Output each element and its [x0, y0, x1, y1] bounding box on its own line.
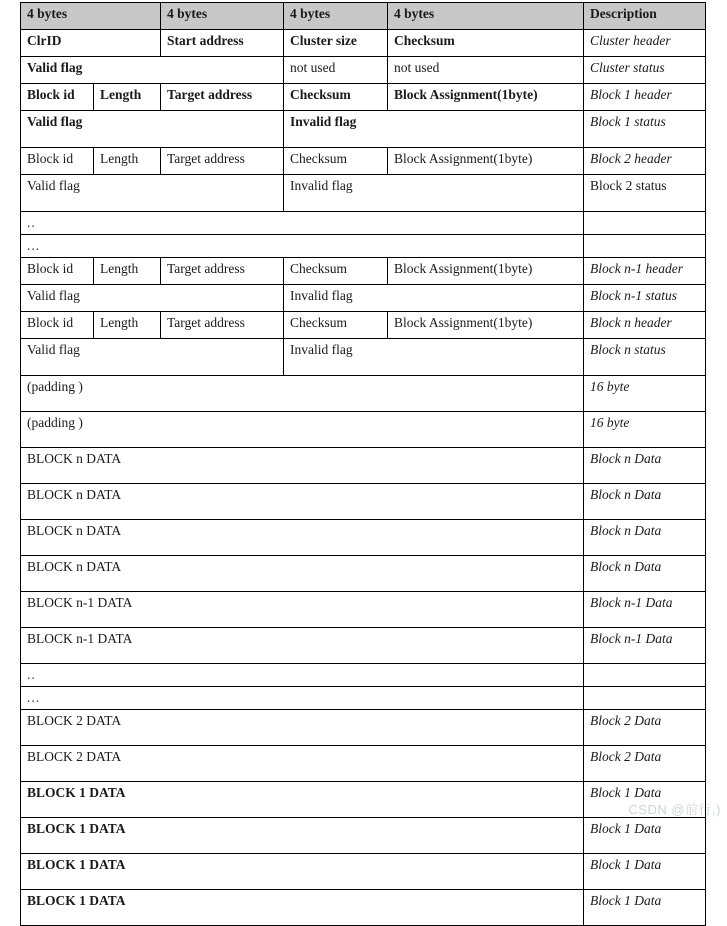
desc-block2-data-1: Block 2 Data: [584, 709, 706, 745]
cell-length-n1: Length: [94, 257, 161, 284]
desc-blockn1-status: Block n-1 status: [584, 284, 706, 311]
row-cluster-status: [21, 57, 706, 84]
cell-valid-flag-n: Valid flag: [21, 338, 284, 375]
desc-blank-3: [584, 663, 706, 686]
cell-target-address-2: Target address: [161, 148, 284, 175]
desc-block1-data-2: Block 1 Data: [584, 817, 706, 853]
cell-block1-data-1: BLOCK 1 DATA: [21, 781, 584, 817]
cell-invalid-flag-n: Invalid flag: [284, 338, 584, 375]
desc-block1-status: Block 1 status: [584, 111, 706, 148]
desc-block2-header: Block 2 header: [584, 148, 706, 175]
cell-block1-data-2: BLOCK 1 DATA: [21, 817, 584, 853]
row-blockn-data-1: [21, 447, 706, 483]
desc-blockn1-header: Block n-1 header: [584, 257, 706, 284]
cell-blockn-data-3: BLOCK n DATA: [21, 519, 584, 555]
cell-block2-data-2: BLOCK 2 DATA: [21, 745, 584, 781]
cell-block1-data-4: BLOCK 1 DATA: [21, 889, 584, 925]
desc-cluster-header: Cluster header: [584, 30, 706, 57]
cell-not-used-1: not used: [284, 57, 388, 84]
row-blockn-data-3: [21, 519, 706, 555]
row-cluster-header: [21, 30, 706, 57]
desc-padding-2: 16 byte: [584, 411, 706, 447]
row-block2-data-1: [21, 709, 706, 745]
cell-blockn1-data-2: BLOCK n-1 DATA: [21, 627, 584, 663]
cell-length-2: Length: [94, 148, 161, 175]
desc-blank-2: [584, 234, 706, 257]
cell-valid-flag-cluster: Valid flag: [21, 57, 284, 84]
desc-blockn-data-3: Block n Data: [584, 519, 706, 555]
row-block2-header: [21, 148, 706, 175]
cell-block-id-1: Block id: [21, 84, 94, 111]
cell-dots-three-upper: ...: [21, 234, 584, 257]
row-block1-data-3: [21, 853, 706, 889]
desc-blockn-data-2: Block n Data: [584, 483, 706, 519]
desc-block1-data-3: Block 1 Data: [584, 853, 706, 889]
cell-length-1: Length: [94, 84, 161, 111]
desc-blockn1-data-2: Block n-1 Data: [584, 627, 706, 663]
desc-padding-1: 16 byte: [584, 375, 706, 411]
cell-target-address-n: Target address: [161, 311, 284, 338]
cell-block-assignment-1: Block Assignment(1byte): [388, 84, 584, 111]
cell-checksum: Checksum: [388, 30, 584, 57]
cell-target-address-1: Target address: [161, 84, 284, 111]
cell-blockn1-data-1: BLOCK n-1 DATA: [21, 591, 584, 627]
cell-checksum-1: Checksum: [284, 84, 388, 111]
row-block1-header: [21, 84, 706, 111]
cell-block-assignment-n: Block Assignment(1byte): [388, 311, 584, 338]
row-blockn1-status: [21, 284, 706, 311]
row-separator-dots-three-lower: [21, 686, 706, 709]
row-block1-data-2: [21, 817, 706, 853]
cluster-layout-table: [20, 2, 706, 926]
cell-checksum-n: Checksum: [284, 311, 388, 338]
cell-block-assignment-2: Block Assignment(1byte): [388, 148, 584, 175]
header-cell-bytes-4: 4 bytes: [388, 3, 584, 30]
row-block2-data-2: [21, 745, 706, 781]
cell-block-assignment-n1: Block Assignment(1byte): [388, 257, 584, 284]
desc-blockn-header: Block n header: [584, 311, 706, 338]
cell-blockn-data-4: BLOCK n DATA: [21, 555, 584, 591]
desc-block1-data-4: Block 1 Data: [584, 889, 706, 925]
row-block2-status: [21, 175, 706, 212]
cell-blockn-data-1: BLOCK n DATA: [21, 447, 584, 483]
cell-valid-flag-1: Valid flag: [21, 111, 284, 148]
cell-invalid-flag-2: Invalid flag: [284, 175, 584, 212]
row-block1-data-4: [21, 889, 706, 925]
cell-dots-two-upper: ..: [21, 212, 584, 235]
cell-block1-data-3: BLOCK 1 DATA: [21, 853, 584, 889]
cell-invalid-flag-1: Invalid flag: [284, 111, 584, 148]
row-blockn-status: [21, 338, 706, 375]
desc-blockn-data-4: Block n Data: [584, 555, 706, 591]
desc-block1-header: Block 1 header: [584, 84, 706, 111]
cell-target-address-n1: Target address: [161, 257, 284, 284]
cell-dots-three-lower: ...: [21, 686, 584, 709]
cell-not-used-2: not used: [388, 57, 584, 84]
desc-block2-data-2: Block 2 Data: [584, 745, 706, 781]
header-cell-bytes-1: 4 bytes: [21, 3, 161, 30]
row-blockn1-data-1: [21, 591, 706, 627]
row-blockn1-header: [21, 257, 706, 284]
row-block1-data-1: [21, 781, 706, 817]
desc-blockn1-data-1: Block n-1 Data: [584, 591, 706, 627]
cell-block-id-2: Block id: [21, 148, 94, 175]
cell-checksum-2: Checksum: [284, 148, 388, 175]
cell-valid-flag-n1: Valid flag: [21, 284, 284, 311]
cell-padding-1: (padding ): [21, 375, 584, 411]
row-blockn-data-4: [21, 555, 706, 591]
desc-blockn-status: Block n status: [584, 338, 706, 375]
cell-start-address: Start address: [161, 30, 284, 57]
cell-invalid-flag-n1: Invalid flag: [284, 284, 584, 311]
row-separator-dots-two-lower: [21, 663, 706, 686]
csdn-watermark: CSDN @前行,): [628, 802, 721, 817]
cell-blockn-data-2: BLOCK n DATA: [21, 483, 584, 519]
cell-valid-flag-2: Valid flag: [21, 175, 284, 212]
desc-blockn-data-1: Block n Data: [584, 447, 706, 483]
row-padding-1: [21, 375, 706, 411]
table-header-row: [21, 3, 706, 30]
row-blockn-data-2: [21, 483, 706, 519]
header-cell-bytes-3: 4 bytes: [284, 3, 388, 30]
cell-block-id-n1: Block id: [21, 257, 94, 284]
row-padding-2: [21, 411, 706, 447]
desc-block1-data-1: Block 1 Data: [584, 781, 706, 817]
cell-dots-two-lower: ..: [21, 663, 584, 686]
row-separator-dots-two-upper: [21, 212, 706, 235]
cell-clr-id: ClrID: [21, 30, 161, 57]
desc-blank-4: [584, 686, 706, 709]
row-blockn1-data-2: [21, 627, 706, 663]
desc-cluster-status: Cluster status: [584, 57, 706, 84]
desc-block2-status: Block 2 status: [584, 175, 706, 212]
header-cell-bytes-2: 4 bytes: [161, 3, 284, 30]
cell-padding-2: (padding ): [21, 411, 584, 447]
cell-block-id-n: Block id: [21, 311, 94, 338]
cell-length-n: Length: [94, 311, 161, 338]
row-block1-status: [21, 111, 706, 148]
cell-cluster-size: Cluster size: [284, 30, 388, 57]
cell-checksum-n1: Checksum: [284, 257, 388, 284]
row-blockn-header: [21, 311, 706, 338]
row-separator-dots-three-upper: [21, 234, 706, 257]
desc-blank-1: [584, 212, 706, 235]
header-cell-description: Description: [584, 3, 706, 30]
cell-block2-data-1: BLOCK 2 DATA: [21, 709, 584, 745]
